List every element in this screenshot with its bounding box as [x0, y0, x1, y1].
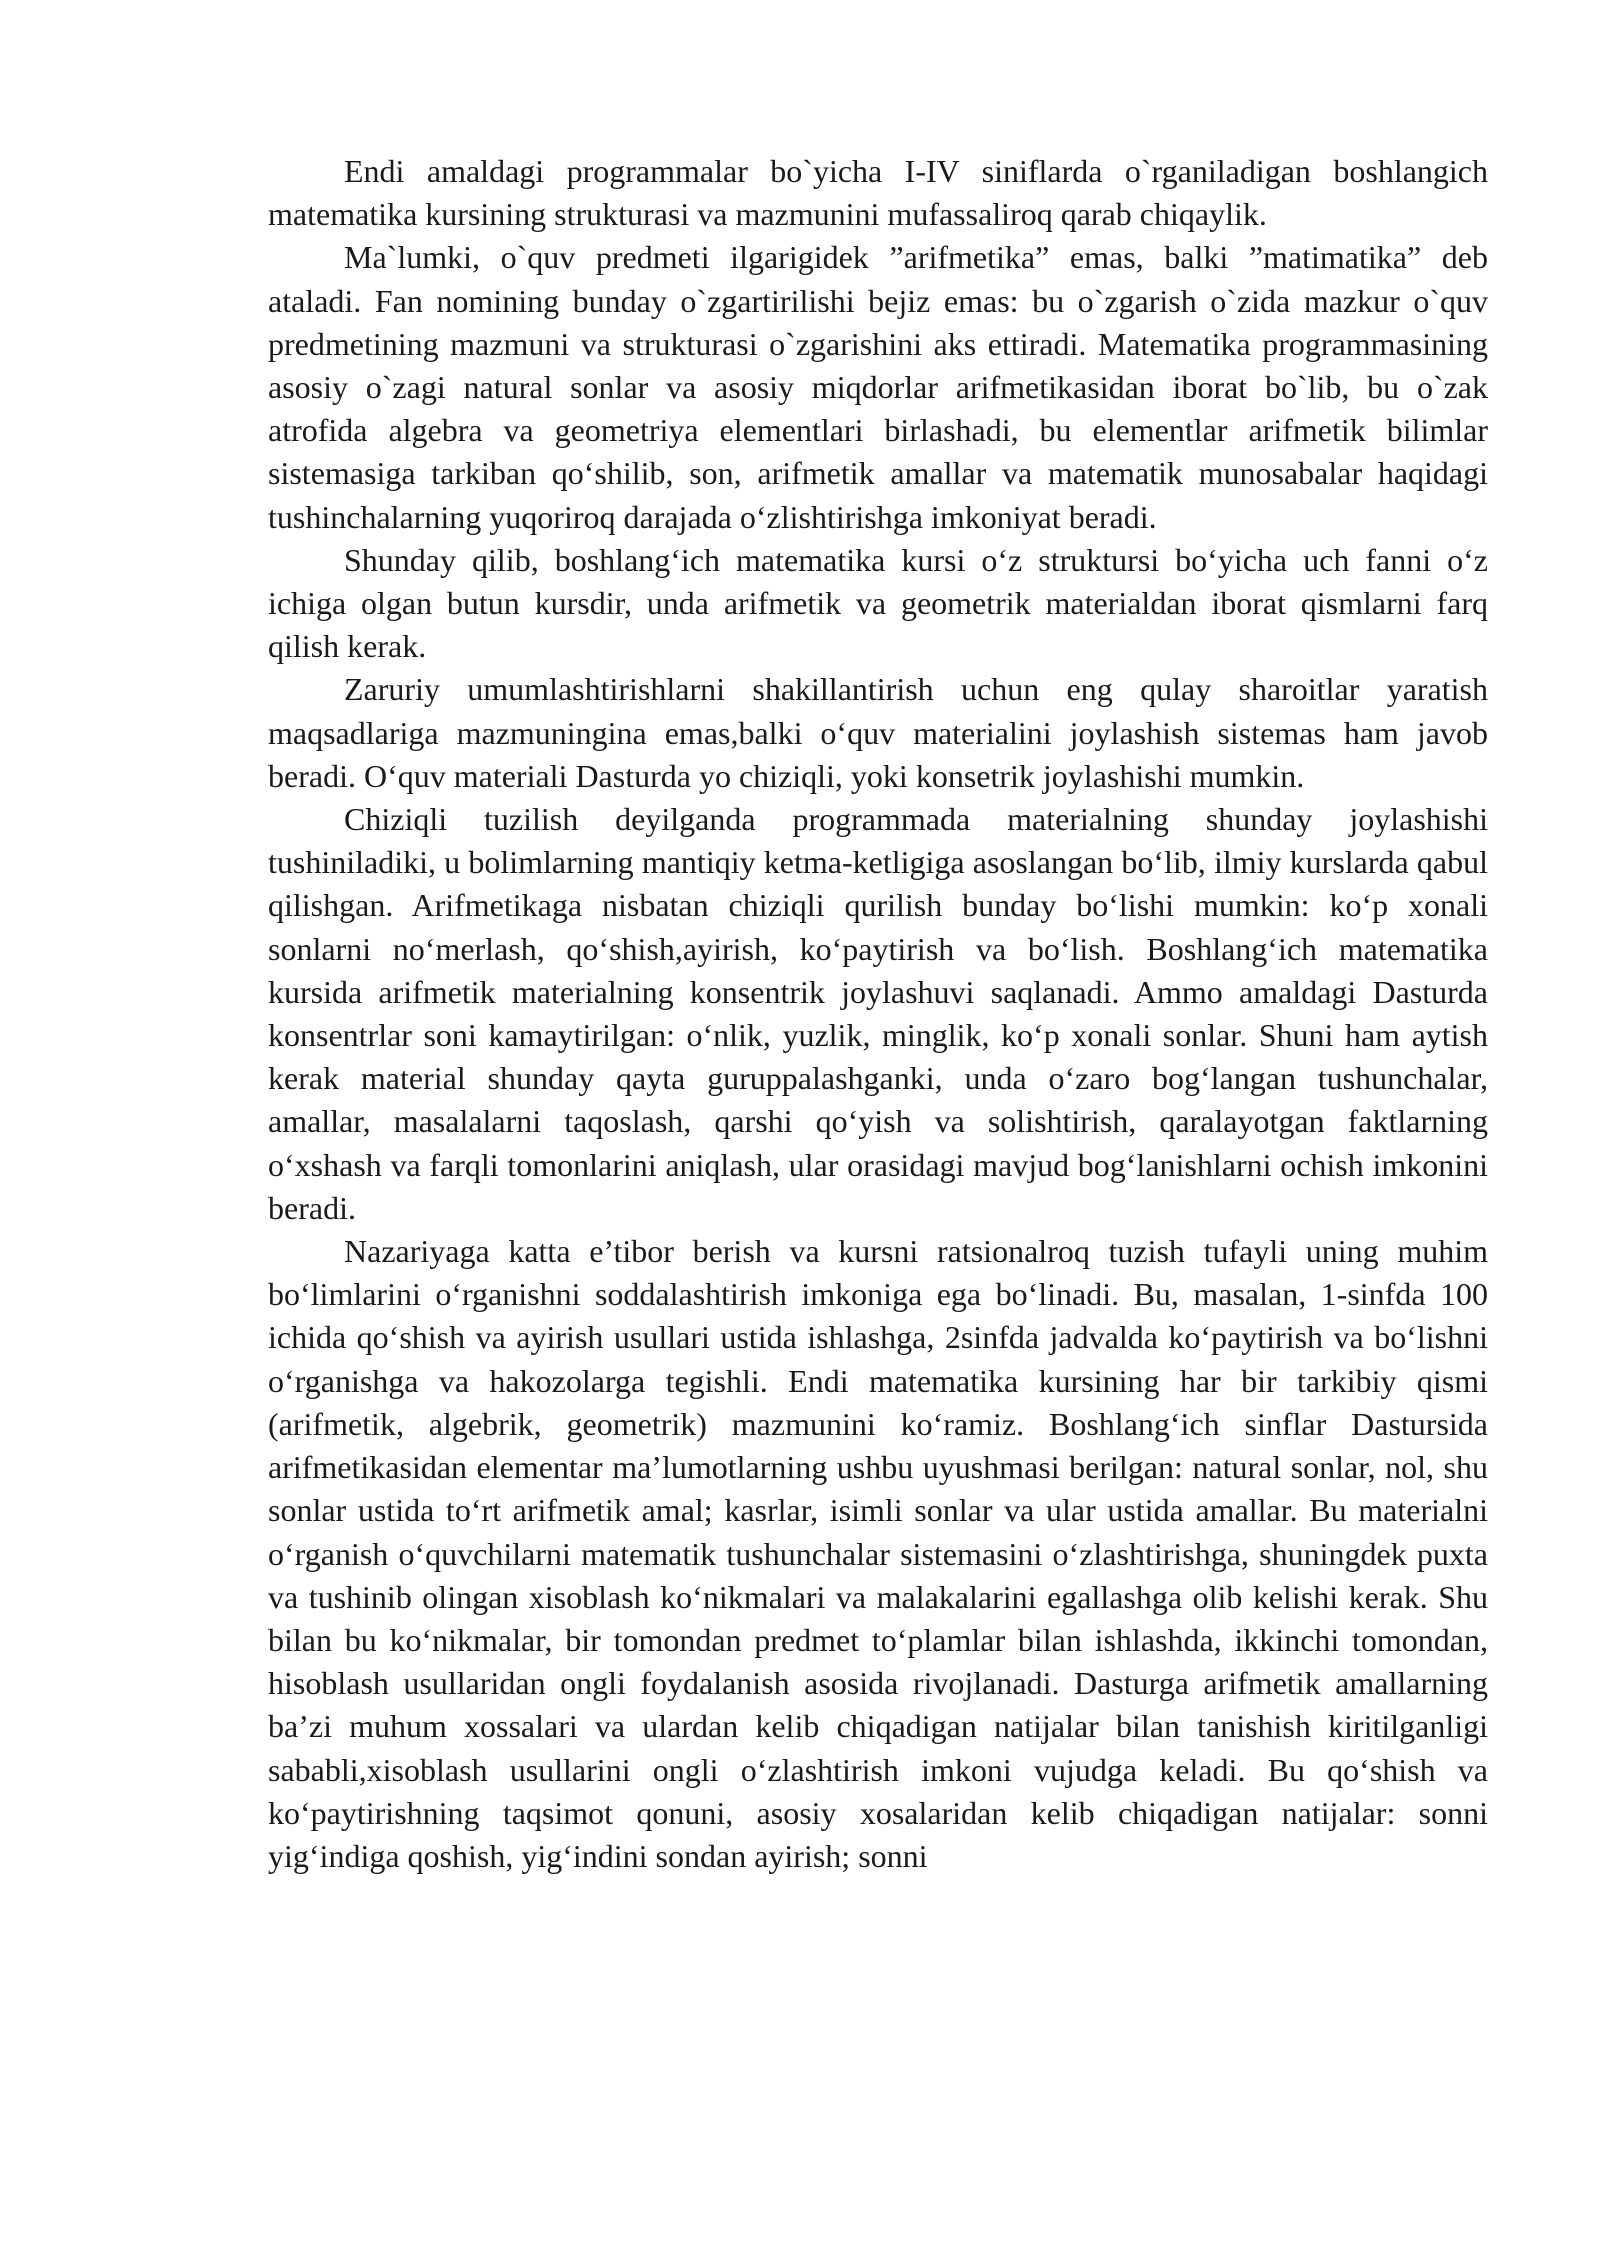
document-page — [268, 150, 1488, 1878]
paragraph-2: Ma`lumki, o`quv predmeti ilgarigidek ”arifmetika” emas, balki ”matimatika” deb ataladi. Fan nomining bunday o`zgartirilishi bejiz emas: bu o`zgarish o`zida mazkur o`quv predmetining mazmuni va strukturasi o`zgarishini aks ettiradi. Matematika programmasining asosiy o`zagi natural sonlar va asosiy miqdorlar arifmetikasidan iborat bo`lib, bu o`zak atrofida algebra va geometriya elementlari birlashadi, bu elementlar arifmetik bilimlar sistemasiga tarkiban qo‘shilib, son, arifmetik amallar va matematik munosabalar haqidagi tushinchalarning yuqoriroq darajada o‘zlishtirishga imkoniyat beradi. — [268, 239, 1488, 535]
paragraph-5: Chiziqli tuzilish deyilganda programmada materialning shunday joylashishi tushiniladiki, u bolimlarning mantiqiy ketma-ketligiga asoslangan bo‘lib, ilmiy kurslarda qabul qilishgan. Arifmetikaga nisbatan chiziqli qurilish bunday bo‘lishi mumkin: ko‘p xonali sonlarni no‘merlash, qo‘shish,ayirish, ko‘paytirish va bo‘lish. Boshlang‘ich matematika kursida arifmetik materialning konsentrik joylashuvi saqlanadi. Ammo amaldagi Dasturda konsentrlar soni kamaytirilgan: o‘nlik, yuzlik, minglik, ko‘p xonali sonlar. Shuni ham aytish kerak material shunday qayta guruppalashganki, unda o‘zaro bog‘langan tushunchalar, amallar, masalalarni taqoslash, qarshi qo‘yish va solishtirish, qaralayotgan faktlarning o‘xshash va farqli tomonlarini aniqlash, ular orasidagi mavjud bog‘lanishlarni ochish imkonini beradi. — [268, 801, 1488, 1226]
paragraph-6: Nazariyaga katta e’tibor berish va kursni ratsionalroq tuzish tufayli uning muhim bo‘limlarini o‘rganishni soddalashtirish imkoniga ega bo‘linadi. Bu, masalan, 1-sinfda 100 ichida qo‘shish va ayirish usullari ustida ishlashga, 2sinfda jadvalda ko‘paytirish va bo‘lishni o‘rganishga va hakozolarga tegishli. Endi matematika kursining har bir tarkibiy qismi (arifmetik, algebrik, geometrik) mazmunini ko‘ramiz. Boshlang‘ich sinflar Dastursida arifmetikasidan elementar ma’lumotlarning ushbu uyushmasi berilgan: natural sonlar, nol, shu sonlar ustida to‘rt arifmetik amal; kasrlar, isimli sonlar va ular ustida amallar. Bu materialni o‘rganish o‘quvchilarni matematik tushunchalar sistemasini o‘zlashtirishga, shuningdek puxta va tushinib olingan xisoblash ko‘nikmalari va malakalarini egallashga olib kelishi kerak. Shu bilan bu ko‘nikmalar, bir tomondan predmet to‘plamlar bilan ishlashda, ikkinchi tomondan, hisoblash usullaridan ongli foydalanish asosida rivojlanadi. Dasturga arifmetik amallarning ba’zi muhum xossalari va ulardan kelib chiqadigan natijalar bilan tanishish kiritilganligi sababli,xisoblash usullarini ongli o‘zlashtirish imkoni vujudga keladi. Bu qo‘shish va ko‘paytirishning taqsimot qonuni, asosiy xosalaridan kelib chiqadigan natijalar: sonni yig‘indiga qoshish, yig‘indini sondan ayirish; sonni — [268, 1233, 1488, 1874]
paragraph-3: Shunday qilib, boshlang‘ich matematika kursi o‘z struktursi bo‘yicha uch fanni o‘z ichiga olgan butun kursdir, unda arifmetik va geometrik materialdan iborat qismlarni farq qilish kerak. — [268, 541, 1488, 665]
paragraph-1: Endi amaldagi programmalar bo`yicha I-IV siniflarda o`rganiladigan boshlangich matematika kursining strukturasi va mazmunini mufassaliroq qarab chiqaylik. — [268, 153, 1488, 233]
paragraph-4: Zaruriy umumlashtirishlarni shakillantirish uchun eng qulay sharoitlar yaratish maqsadlariga mazmuningina emas,balki o‘quv materialini joylashish sistemas ham javob beradi. O‘quv materiali Dasturda yo chiziqli, yoki konsetrik joylashishi mumkin. — [268, 671, 1488, 794]
